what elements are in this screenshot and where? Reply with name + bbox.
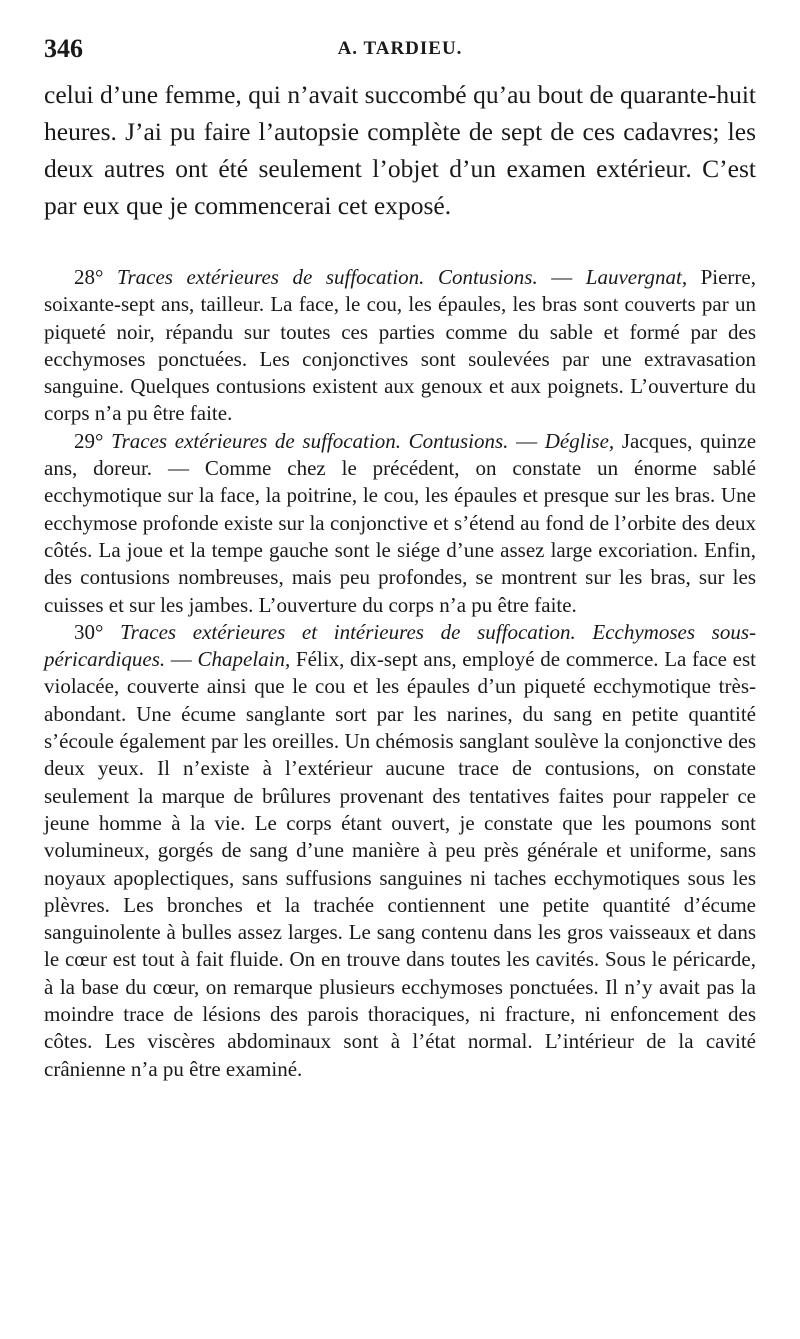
running-head: A. TARDIEU. (337, 38, 463, 59)
case-dash: — (508, 428, 545, 453)
case-number: 28° (74, 265, 104, 289)
book-page (44, 34, 756, 1083)
case-number: 29° (74, 428, 104, 453)
case-entry (44, 428, 756, 619)
case-heading: Traces extérieures et intérieures de suffocation. Ecchymoses sous-péricardiques. (44, 619, 756, 672)
page-header (44, 34, 756, 68)
lead-paragraph-block (44, 76, 756, 224)
case-dash: — (165, 647, 198, 672)
case-heading: Traces extérieures de suffocation. Contusions. (111, 428, 509, 453)
case-entry (44, 619, 756, 1083)
case-name: Lauvergnat, (585, 265, 688, 289)
case-heading: Traces extérieures de suffocation. Contusions. (116, 265, 538, 289)
case-text: Félix, dix-sept ans, employé de commerce. La face est violacée, couverte ainsi que le cou et les épaules d’un piqueté ecchymotique très-abondant. Une écume sanglante sort par les narines, du sang en petite quantité s’écoule également par les oreilles. Un chémosis sanglant soulève la conjonctive des deux yeux. Il n’existe à l’extérieur aucune trace de contusions, on constate seulement la marque de brûlures provenant des tentatives faites pour rappeler ce jeune homme à la vie. Le corps étant ouvert, je constate que les poumons sont volumineux, gorgés de sang d’une manière à peu près générale et uniforme, sans noyaux apoplectiques, sans suffusions sanguines ni taches ecchymotiques sous les plèvres. Les bronches et la trachée contiennent une petite quantité d’écume sanguinolente à bulles assez larges. Le sang contenu dans les gros vaisseaux et dans le cœur est tout à fait fluide. On en trouve dans toutes les cavités. Sous le péricarde, à la base du cœur, on remarque plusieurs ecchymoses ponctuées. Il n’y avait pas la moindre trace de lésions des parois thoraciques, ni fracture, ni enfoncement des côtes. Les viscères abdominaux sont à l’état normal. L’intérieur de la cavité crânienne n’a pu être examiné. (44, 647, 757, 1081)
case-dash: — (537, 265, 586, 289)
case-name: Chapelain, (197, 647, 291, 672)
lead-paragraph: celui d’une femme, qui n’avait succombé qu’au bout de quarante-huit heures. J’ai pu faire l’autopsie complète de sept de ces cadavres; les deux autres ont été seulement l’objet d’un examen extérieur. C’est par eux que je commencerai cet exposé. (44, 80, 756, 220)
case-name: Déglise, (544, 428, 615, 453)
section-gap (44, 224, 756, 264)
case-entry (44, 264, 756, 428)
case-text: Pierre, soixante-sept ans, tailleur. La face, le cou, les épaules, les bras sont couverts par un piqueté noir, répandu sur toutes ces parties comme du sable et formé par des ecchymoses ponctuées. Les conjonctives sont soulevées par une extravasation sanguine. Quelques contusions existent aux genoux et aux poignets. L’ouverture du corps n’a pu être faite. (44, 265, 756, 426)
case-text: Jacques, quinze ans, doreur. — Comme chez le précédent, on constate un énorme sablé ecchymotique sur la face, la poitrine, le cou, les épaules et presque sur les bras. Une ecchymose profonde existe sur la conjonctive et s’étend au fond de l’orbite des deux côtés. La joue et la tempe gauche sont le siége d’une assez large excoriation. Enfin, des contusions nombreuses, mais peu profondes, se montrent sur les bras, sur les cuisses et sur les jambes. L’ouverture du corps n’a pu être faite. (44, 428, 757, 617)
page-number: 346 (44, 34, 83, 63)
case-number: 30° (74, 619, 104, 644)
